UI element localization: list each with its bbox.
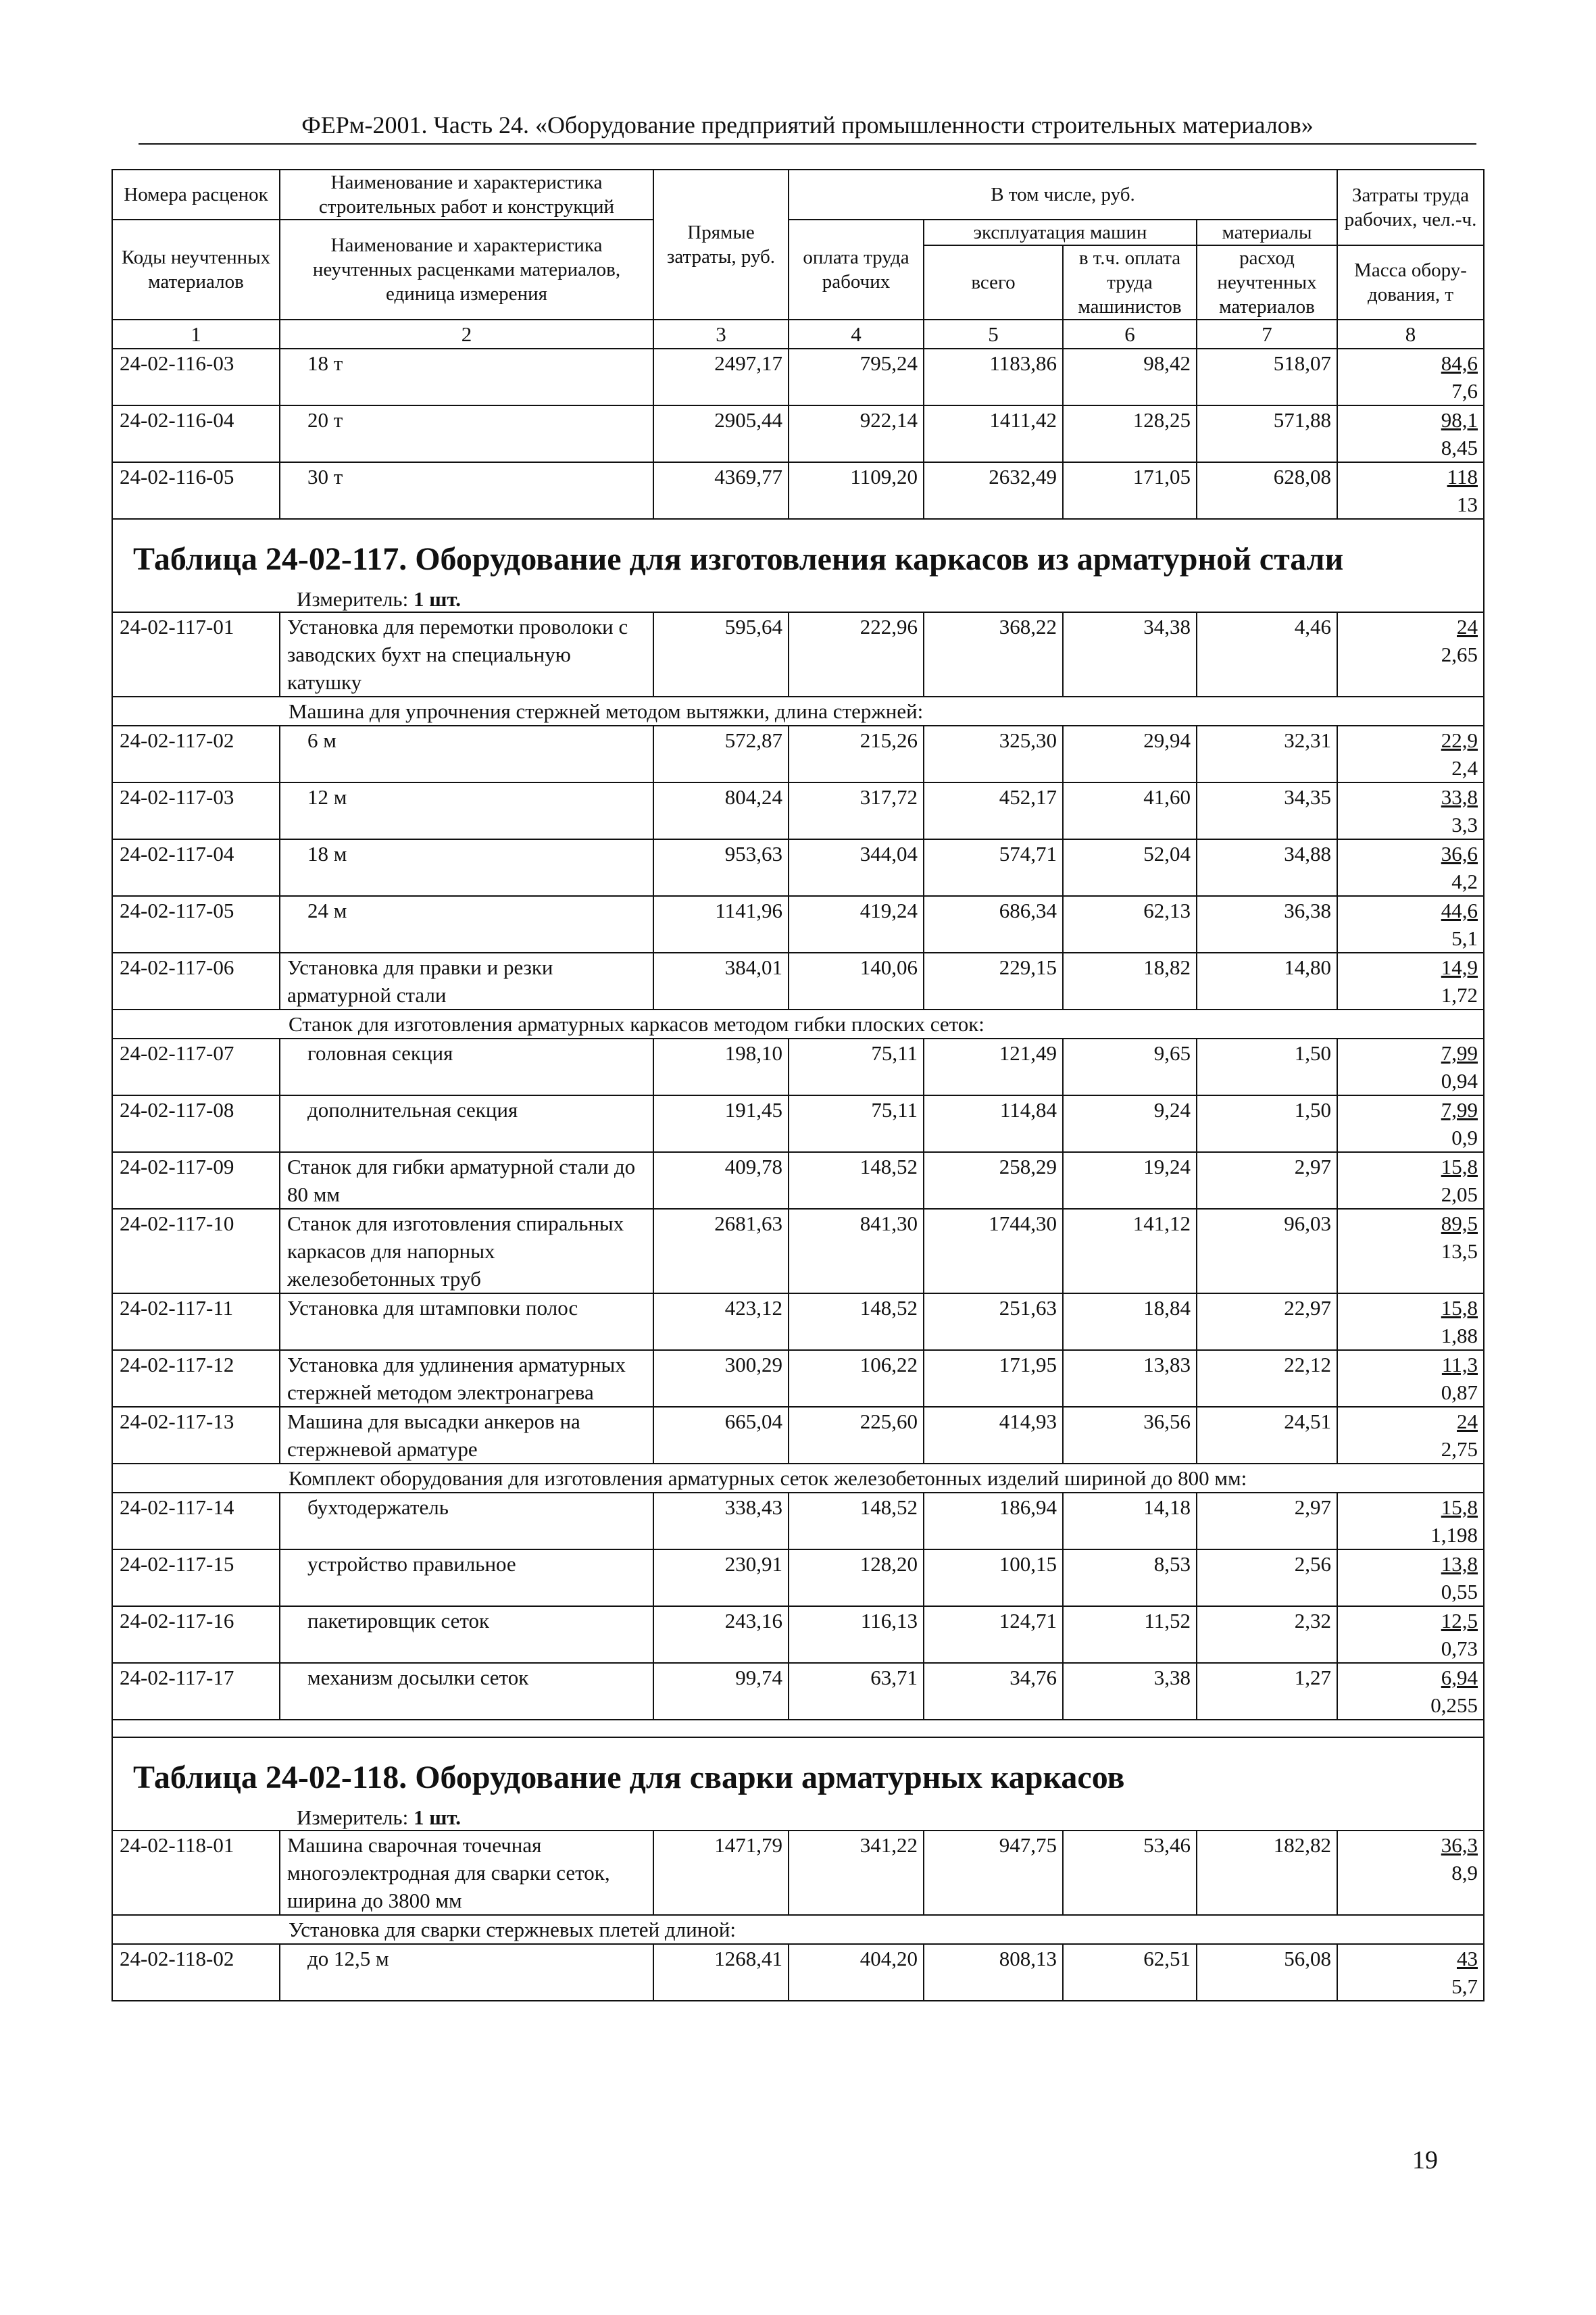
row-name: 24 м [280,896,653,953]
row-code: 24-02-116-03 [112,349,280,405]
row-direct: 2905,44 [653,405,789,462]
col-mass: Масса обору- дования, т [1337,245,1484,320]
row-mat: 182,82 [1197,1831,1337,1915]
row-m-incl: 18,84 [1063,1293,1197,1350]
row-m-incl: 19,24 [1063,1152,1197,1209]
col-machines-total: всего [924,245,1063,320]
row-name: Установка для штамповки полос [280,1293,653,1350]
row-direct: 2681,63 [653,1209,789,1293]
row-labor-mass [1337,1152,1484,1209]
table-118-heading [112,1737,1484,1831]
row-labor: 14,9 [1441,955,1478,979]
row-m-incl: 128,25 [1063,405,1197,462]
col-number: 6 [1063,320,1197,349]
table-row [112,1549,1484,1606]
table-117-rows [112,612,1484,1720]
row-m-total: 100,15 [924,1549,1063,1606]
row-m-total: 251,63 [924,1293,1063,1350]
col-name-bottom: Наименование и характеристика неучтенных расценками материалов, единица измерения [280,220,653,320]
measure-label: Измеритель: [297,587,409,611]
table-117-end [112,1720,1484,1737]
page-number: 19 [1412,2146,1438,2174]
row-mat: 56,08 [1197,1944,1337,2001]
row-name: Машина для высадки анкеров на стержневой арматуре [280,1407,653,1464]
measure-value: 1 шт. [413,1806,462,1829]
row-pay: 317,72 [789,782,924,839]
row-name: Установка для правки и резки арматурной стали [280,953,653,1010]
row-labor: 44,6 [1441,899,1478,922]
row-mat: 96,03 [1197,1209,1337,1293]
row-code: 24-02-116-04 [112,405,280,462]
row-mass: 13 [1457,493,1478,516]
table-117-title: Таблица 24-02-117. Оборудование для изготовления каркасов из арматурной стали [133,541,1344,577]
row-direct: 4369,77 [653,462,789,519]
table-row [112,726,1484,782]
row-name: бухтодержатель [280,1493,653,1549]
row-mass: 2,4 [1451,756,1478,780]
row-labor-mass [1337,726,1484,782]
row-labor: 33,8 [1441,785,1478,809]
col-number: 1 [112,320,280,349]
row-mass: 0,9 [1451,1126,1478,1149]
row-m-incl: 13,83 [1063,1350,1197,1407]
row-code: 24-02-118-02 [112,1944,280,2001]
row-code: 24-02-117-03 [112,782,280,839]
row-labor: 11,3 [1441,1353,1478,1376]
table-118-measure [118,1797,1478,1830]
row-m-incl: 18,82 [1063,953,1197,1010]
row-mass: 8,9 [1451,1861,1478,1885]
row-m-incl: 34,38 [1063,612,1197,697]
table-row [112,953,1484,1010]
row-name: 30 т [280,462,653,519]
table-row [112,1663,1484,1720]
row-name: Установка для удлинения арматурных стержней методом электронагрева [280,1350,653,1407]
row-mass: 13,5 [1441,1239,1478,1263]
row-labor-mass [1337,1350,1484,1407]
row-code: 24-02-118-01 [112,1831,280,1915]
col-number: 7 [1197,320,1337,349]
row-m-total: 452,17 [924,782,1063,839]
group-116-rows [112,349,1484,519]
table-row [112,462,1484,519]
row-mat: 1,50 [1197,1095,1337,1152]
table-row [112,1944,1484,2001]
row-labor-mass [1337,1606,1484,1663]
col-codes-top: Номера расценок [112,170,280,220]
row-pay: 116,13 [789,1606,924,1663]
row-labor-mass [1337,896,1484,953]
row-mat: 14,80 [1197,953,1337,1010]
row-code: 24-02-117-15 [112,1549,280,1606]
row-mass: 0,255 [1430,1693,1478,1717]
row-name: Станок для изготовления спиральных каркасов для напорных железобетонных труб [280,1209,653,1293]
row-direct: 423,12 [653,1293,789,1350]
table-row [112,1350,1484,1407]
row-labor-mass [1337,839,1484,896]
row-direct: 338,43 [653,1493,789,1549]
row-mass: 8,45 [1441,436,1478,459]
row-direct: 409,78 [653,1152,789,1209]
row-direct: 230,91 [653,1549,789,1606]
row-mass: 1,72 [1441,983,1478,1007]
row-m-total: 1183,86 [924,349,1063,405]
row-m-incl: 3,38 [1063,1663,1197,1720]
row-direct: 243,16 [653,1606,789,1663]
col-number: 2 [280,320,653,349]
row-labor: 89,5 [1441,1212,1478,1235]
row-mass: 5,1 [1451,926,1478,950]
row-mat: 22,97 [1197,1293,1337,1350]
col-pay: оплата труда рабочих [789,220,924,320]
col-number: 3 [653,320,789,349]
row-pay: 215,26 [789,726,924,782]
row-pay: 404,20 [789,1944,924,2001]
row-code: 24-02-117-11 [112,1293,280,1350]
row-mat: 36,38 [1197,896,1337,953]
row-labor-mass [1337,1095,1484,1152]
row-code: 24-02-117-07 [112,1039,280,1095]
row-code: 24-02-117-10 [112,1209,280,1293]
row-mat: 2,32 [1197,1606,1337,1663]
row-code: 24-02-117-13 [112,1407,280,1464]
subheading: Машина для упрочнения стержней методом вытяжки, длина стержней: [112,697,1484,726]
row-code: 24-02-117-01 [112,612,280,697]
row-m-total: 808,13 [924,1944,1063,2001]
row-name: пакетировщик сеток [280,1606,653,1663]
table-117-measure [118,579,1478,612]
row-code: 24-02-117-06 [112,953,280,1010]
row-pay: 1109,20 [789,462,924,519]
row-m-total: 686,34 [924,896,1063,953]
col-number: 4 [789,320,924,349]
row-pay: 106,22 [789,1350,924,1407]
row-code: 24-02-117-02 [112,726,280,782]
col-number: 5 [924,320,1063,349]
row-pay: 140,06 [789,953,924,1010]
row-pay: 344,04 [789,839,924,896]
row-name: дополнительная секция [280,1095,653,1152]
row-m-incl: 41,60 [1063,782,1197,839]
row-direct: 1141,96 [653,896,789,953]
measure-label: Измеритель: [297,1806,409,1829]
row-labor: 12,5 [1441,1609,1478,1633]
row-labor-mass [1337,1663,1484,1720]
row-m-incl: 62,13 [1063,896,1197,953]
row-m-incl: 14,18 [1063,1493,1197,1549]
table-117-heading [112,519,1484,612]
row-m-incl: 29,94 [1063,726,1197,782]
row-labor: 24 [1457,615,1478,639]
row-direct: 300,29 [653,1350,789,1407]
row-labor-mass [1337,1493,1484,1549]
col-name-top: Наименование и характеристика строительных работ и конструкций [280,170,653,220]
row-mat: 1,27 [1197,1663,1337,1720]
row-direct: 384,01 [653,953,789,1010]
row-direct: 665,04 [653,1407,789,1464]
row-direct: 99,74 [653,1663,789,1720]
row-name: до 12,5 м [280,1944,653,2001]
row-m-total: 1744,30 [924,1209,1063,1293]
row-name: головная секция [280,1039,653,1095]
row-m-incl: 98,42 [1063,349,1197,405]
row-m-total: 229,15 [924,953,1063,1010]
row-m-incl: 9,24 [1063,1095,1197,1152]
table-row [112,782,1484,839]
row-labor-mass [1337,1293,1484,1350]
col-incl: В том числе, руб. [789,170,1337,220]
row-m-total: 124,71 [924,1606,1063,1663]
row-m-total: 34,76 [924,1663,1063,1720]
row-labor: 43 [1457,1947,1478,1970]
row-code: 24-02-117-17 [112,1663,280,1720]
row-mat: 1,50 [1197,1039,1337,1095]
row-m-total: 947,75 [924,1831,1063,1915]
table-row [112,612,1484,697]
row-mass: 2,75 [1441,1437,1478,1461]
table-row [112,1493,1484,1549]
row-m-total: 414,93 [924,1407,1063,1464]
row-m-total: 2632,49 [924,462,1063,519]
row-labor: 36,6 [1441,842,1478,866]
row-labor-mass [1337,462,1484,519]
row-mass: 0,55 [1441,1580,1478,1603]
row-labor: 6,94 [1441,1666,1478,1689]
price-table [111,169,1485,2001]
row-labor-mass [1337,405,1484,462]
row-labor: 98,1 [1441,408,1478,432]
row-labor-mass [1337,1944,1484,2001]
row-name: Установка для перемотки проволоки с заводских бухт на специальную катушку [280,612,653,697]
table-row [112,405,1484,462]
row-mat: 2,97 [1197,1493,1337,1549]
row-pay: 922,14 [789,405,924,462]
row-mass: 1,88 [1441,1324,1478,1347]
subheading: Установка для сварки стержневых плетей длиной: [112,1915,1484,1944]
row-direct: 804,24 [653,782,789,839]
row-mass: 1,198 [1430,1523,1478,1547]
row-mat: 2,97 [1197,1152,1337,1209]
row-m-total: 258,29 [924,1152,1063,1209]
row-code: 24-02-117-09 [112,1152,280,1209]
table-row [112,1831,1484,1915]
table-row [112,1209,1484,1293]
row-mass: 0,73 [1441,1637,1478,1660]
row-mat: 2,56 [1197,1549,1337,1606]
row-mat: 22,12 [1197,1350,1337,1407]
row-m-incl: 52,04 [1063,839,1197,896]
row-direct: 1471,79 [653,1831,789,1915]
row-name: Машина сварочная точечная многоэлектродная для сварки сеток, ширина до 3800 мм [280,1831,653,1915]
table-row [112,1152,1484,1209]
row-pay: 75,11 [789,1039,924,1095]
row-labor: 7,99 [1441,1098,1478,1122]
row-m-total: 171,95 [924,1350,1063,1407]
col-labor: Затраты труда рабочих, чел.-ч. [1337,170,1484,245]
row-pay: 63,71 [789,1663,924,1720]
row-labor: 13,8 [1441,1552,1478,1576]
row-code: 24-02-117-04 [112,839,280,896]
row-labor: 22,9 [1441,728,1478,752]
row-direct: 572,87 [653,726,789,782]
row-pay: 841,30 [789,1209,924,1293]
row-mat: 24,51 [1197,1407,1337,1464]
row-labor-mass [1337,1407,1484,1464]
row-m-incl: 9,65 [1063,1039,1197,1095]
row-labor: 24 [1457,1410,1478,1433]
row-m-total: 368,22 [924,612,1063,697]
subheading: Станок для изготовления арматурных каркасов методом гибки плоских сеток: [112,1010,1484,1039]
table-118-title: Таблица 24-02-118. Оборудование для сварки арматурных каркасов [133,1760,1125,1795]
row-labor-mass [1337,1831,1484,1915]
row-name: 18 т [280,349,653,405]
table-row [112,1095,1484,1152]
row-pay: 795,24 [789,349,924,405]
row-labor-mass [1337,1039,1484,1095]
row-name: 12 м [280,782,653,839]
row-labor: 15,8 [1441,1296,1478,1320]
row-name: 18 м [280,839,653,896]
row-pay: 225,60 [789,1407,924,1464]
table-row [112,896,1484,953]
subheading-row [112,697,1484,726]
row-mat: 518,07 [1197,349,1337,405]
table-row [112,1293,1484,1350]
row-m-incl: 8,53 [1063,1549,1197,1606]
row-labor: 7,99 [1441,1041,1478,1065]
row-labor: 84,6 [1441,351,1478,375]
table-row [112,839,1484,896]
row-m-total: 121,49 [924,1039,1063,1095]
row-m-incl: 141,12 [1063,1209,1197,1293]
col-number: 8 [1337,320,1484,349]
row-mass: 0,94 [1441,1069,1478,1093]
table-row [112,1039,1484,1095]
measure-value: 1 шт. [413,587,462,611]
row-labor: 15,8 [1441,1155,1478,1178]
row-mat: 34,88 [1197,839,1337,896]
row-name: устройство правильное [280,1549,653,1606]
row-code: 24-02-117-12 [112,1350,280,1407]
row-direct: 2497,17 [653,349,789,405]
row-mat: 34,35 [1197,782,1337,839]
row-mass: 2,05 [1441,1183,1478,1206]
subheading-row [112,1010,1484,1039]
row-name: механизм досылки сеток [280,1663,653,1720]
row-mat: 571,88 [1197,405,1337,462]
row-direct: 595,64 [653,612,789,697]
row-code: 24-02-117-05 [112,896,280,953]
row-labor-mass [1337,1549,1484,1606]
row-mat: 32,31 [1197,726,1337,782]
row-mass: 2,65 [1441,643,1478,666]
row-pay: 222,96 [789,612,924,697]
col-mat-cons: расход неучтенных материалов [1197,245,1337,320]
row-mat: 4,46 [1197,612,1337,697]
col-direct: Прямые затраты, руб. [653,170,789,320]
row-m-incl: 11,52 [1063,1606,1197,1663]
row-pay: 419,24 [789,896,924,953]
table-row [112,349,1484,405]
row-m-total: 114,84 [924,1095,1063,1152]
row-name: 20 т [280,405,653,462]
row-pay: 148,52 [789,1293,924,1350]
row-m-total: 574,71 [924,839,1063,896]
col-machines: эксплуатация машин [924,220,1197,245]
row-m-incl: 171,05 [1063,462,1197,519]
row-labor: 118 [1447,465,1478,489]
row-code: 24-02-116-05 [112,462,280,519]
row-direct: 198,10 [653,1039,789,1095]
row-direct: 1268,41 [653,1944,789,2001]
row-pay: 75,11 [789,1095,924,1152]
row-pay: 148,52 [789,1152,924,1209]
table-row [112,1407,1484,1464]
row-pay: 128,20 [789,1549,924,1606]
row-labor-mass [1337,612,1484,697]
col-machines-incl: в т.ч. оплата труда машинистов [1063,245,1197,320]
row-labor-mass [1337,782,1484,839]
row-m-incl: 36,56 [1063,1407,1197,1464]
row-m-total: 186,94 [924,1493,1063,1549]
row-code: 24-02-117-16 [112,1606,280,1663]
row-mass: 4,2 [1451,870,1478,893]
row-mass: 0,87 [1441,1380,1478,1404]
row-m-total: 1411,42 [924,405,1063,462]
row-name: Станок для гибки арматурной стали до 80 мм [280,1152,653,1209]
page-header: ФЕРм-2001. Часть 24. «Оборудование предприятий промышленности строительных материалов» [139,108,1476,145]
row-mat: 628,08 [1197,462,1337,519]
row-labor-mass [1337,953,1484,1010]
row-labor-mass [1337,1209,1484,1293]
row-labor-mass [1337,349,1484,405]
row-m-incl: 62,51 [1063,1944,1197,2001]
row-direct: 953,63 [653,839,789,896]
row-m-total: 325,30 [924,726,1063,782]
col-materials: материалы [1197,220,1337,245]
row-labor: 15,8 [1441,1495,1478,1519]
col-codes-bottom: Коды неучтенных материалов [112,220,280,320]
row-labor: 36,3 [1441,1833,1478,1857]
subheading-row [112,1464,1484,1493]
row-pay: 341,22 [789,1831,924,1915]
row-mass: 5,7 [1451,1974,1478,1998]
subheading-row [112,1915,1484,1944]
row-pay: 148,52 [789,1493,924,1549]
row-direct: 191,45 [653,1095,789,1152]
table-row [112,1606,1484,1663]
table-header [112,170,1484,349]
row-code: 24-02-117-14 [112,1493,280,1549]
row-mass: 3,3 [1451,813,1478,837]
row-mass: 7,6 [1451,379,1478,403]
row-name: 6 м [280,726,653,782]
row-code: 24-02-117-08 [112,1095,280,1152]
subheading: Комплект оборудования для изготовления арматурных сеток железобетонных изделий шириной до 800 мм: [112,1464,1484,1493]
row-m-incl: 53,46 [1063,1831,1197,1915]
price-table-frame [111,169,1483,2001]
table-118-rows [112,1831,1484,2001]
